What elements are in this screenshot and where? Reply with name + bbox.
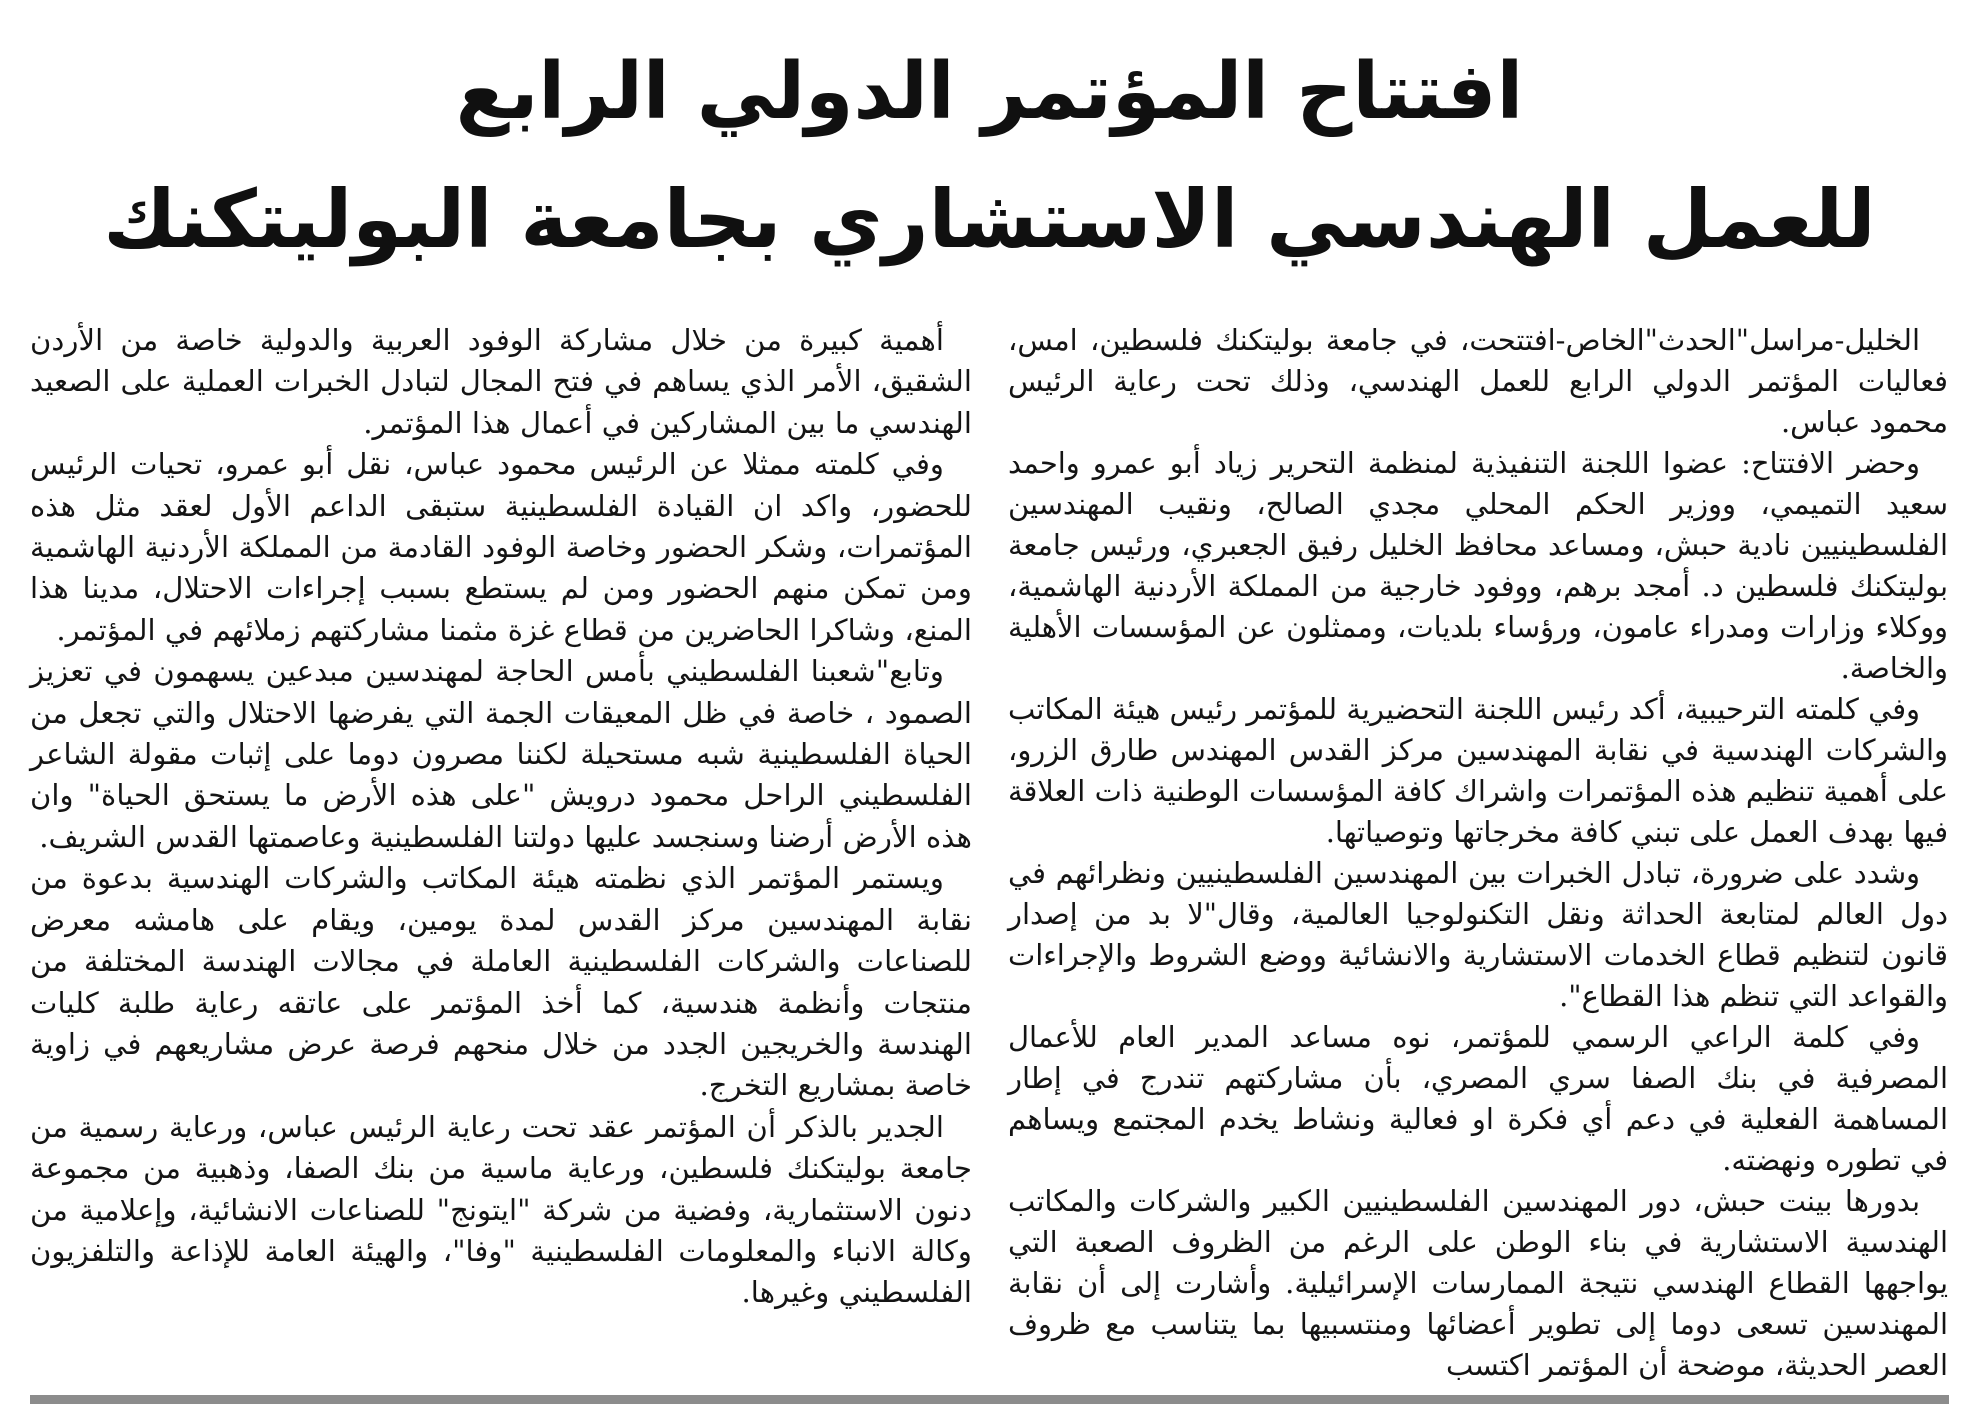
headline-line-1: افتتاح المؤتمر الدولي الرابع [455, 47, 1524, 137]
paragraph: وتابع"شعبنا الفلسطيني بأمس الحاجة لمهندسين مبدعين يسهمون في تعزيز الصمود ، خاصة في ظل المعيقات الجمة التي يفرضها الاحتلال والتي تجعل من الحياة الفلسطينية شبه مستحيلة لكننا مصرون دوما على إثبات مقولة الشاعر الفلسطيني الراحل محمود درويش "على هذه الأرض ما يستحق الحياة" وان هذه الأرض أرضنا وسنجسد عليها دولتنا الفلسطينية وعاصمتها القدس الشريف. [30, 654, 972, 854]
paragraph: وفي كلمته ممثلا عن الرئيس محمود عباس، نقل أبو عمرو، تحيات الرئيس للحضور، واكد ان القيادة الفلسطينية ستبقى الداعم الأول لعقد مثل هذه المؤتمرات، وشكر الحضور وخاصة الوفود القادمة من المملكة الأردنية الهاشمية ومن تمكن منهم الحضور ومن لم يستطع بسبب إجراءات الاحتلال، مدينا هذا المنع، وشاكرا الحاضرين من قطاع غزة مثمنا مشاركتهم زملائهم في المؤتمر. [30, 447, 972, 647]
bottom-divider [30, 1395, 1949, 1404]
paragraph: الجدير بالذكر أن المؤتمر عقد تحت رعاية الرئيس عباس، ورعاية رسمية من جامعة بوليتكنك فلسطين، ورعاية ماسية من بنك الصفا، وذهبية من مجموعة دنون الاستثمارية، وفضية من شركة "ايتونج" للصناعات الانشائية، وإعلامية من وكالة الانباء والمعلومات الفلسطينية "وفا"، والهيئة العامة للإذاعة والتلفزيون الفلسطيني وغيرها. [30, 1109, 972, 1310]
paragraph: ويستمر المؤتمر الذي نظمته هيئة المكاتب والشركات الهندسية بدعوة من نقابة المهندسين مركز القدس لمدة يومين، ويقام على هامشه معرض للصناعات والشركات الفلسطينية العاملة في مجالات الهندسة المختلفة من منتجات وأنظمة هندسية، كما أخذ المؤتمر على عاتقه رعاية طلبة كليات الهندسة والخريجين الجدد من خلال منحهم فرصة عرض مشاريعهم في زاوية خاصة بمشاريع التخرج. [30, 861, 972, 1103]
article-column-left [30, 320, 972, 1314]
paragraph: وشدد على ضرورة، تبادل الخبرات بين المهندسين الفلسطينيين ونظرائهم في دول العالم لمتابعة الحداثة ونقل التكنولوجيا العالمية، وقال"لا بد من إصدار قانون لتنظيم قطاع الخدمات الاستشارية والانشائية ووضع الشروط والإجراءات والقواعد التي تنظم هذا القطاع". [1008, 855, 1948, 1013]
headline-line-2: للعمل الهندسي الاستشاري بجامعة البوليتكنك [103, 173, 1876, 266]
paragraph: بدورها بينت حبش، دور المهندسين الفلسطينيين الكبير والشركات والمكاتب الهندسية الاستشارية في بناء الوطن على الرغم من الظروف الصعبة التي يواجهها القطاع الهندسي نتيجة الممارسات الإسرائيلية. وأشارت إلى أن نقابة المهندسين تسعى دوما إلى تطوير أعضائها ومنتسبيها بما يتناسب مع ظروف العصر الحديثة، موضحة أن المؤتمر اكتسب [1008, 1183, 1948, 1382]
article-column-right [1008, 320, 1948, 1386]
paragraph: أهمية كبيرة من خلال مشاركة الوفود العربية والدولية خاصة من الأردن الشقيق، الأمر الذي يساهم في فتح المجال لتبادل الخبرات العملية على الصعيد الهندسي ما بين المشاركين في أعمال هذا المؤتمر. [30, 323, 972, 440]
paragraph: وفي كلمته الترحيبية، أكد رئيس اللجنة التحضيرية للمؤتمر رئيس هيئة المكاتب والشركات الهندسية في نقابة المهندسين مركز القدس المهندس طارق الزرو، على أهمية تنظيم هذه المؤتمرات واشراك كافة المؤسسات الوطنية ذات العلاقة فيها بهدف العمل على تبني كافة مخرجاتها وتوصياتها. [1008, 691, 1948, 849]
paragraph: وحضر الافتتاح: عضوا اللجنة التنفيذية لمنظمة التحرير زياد أبو عمرو واحمد سعيد التميمي، ووزير الحكم المحلي مجدي الصالح، ونقيب المهندسين الفلسطينيين نادية حبش، ومساعد محافظ الخليل رفيق الجعبري، ورئيس جامعة بوليتكنك فلسطين د. أمجد برهم، ووفود خارجية من المملكة الأردنية الهاشمية، ووكلاء وزارات ومدراء عامون، ورؤساء بلديات، وممثلون عن المؤسسات الأهلية والخاصة. [1008, 445, 1948, 685]
paragraph: الخليل-مراسل"الحدث"الخاص-افتتحت، في جامعة بوليتكنك فلسطين، امس، فعاليات المؤتمر الدولي الرابع للعمل الهندسي، وذلك تحت رعاية الرئيس محمود عباس. [1008, 323, 1948, 439]
paragraph: وفي كلمة الراعي الرسمي للمؤتمر، نوه مساعد المدير العام للأعمال المصرفية في بنك الصفا سري المصري، بأن مشاركتهم تندرج في إطار المساهمة الفعلية في دعم أي فكرة او فعالية ونشاط يخدم المجتمع ويساهم في تطوره ونهضته. [1008, 1019, 1948, 1177]
